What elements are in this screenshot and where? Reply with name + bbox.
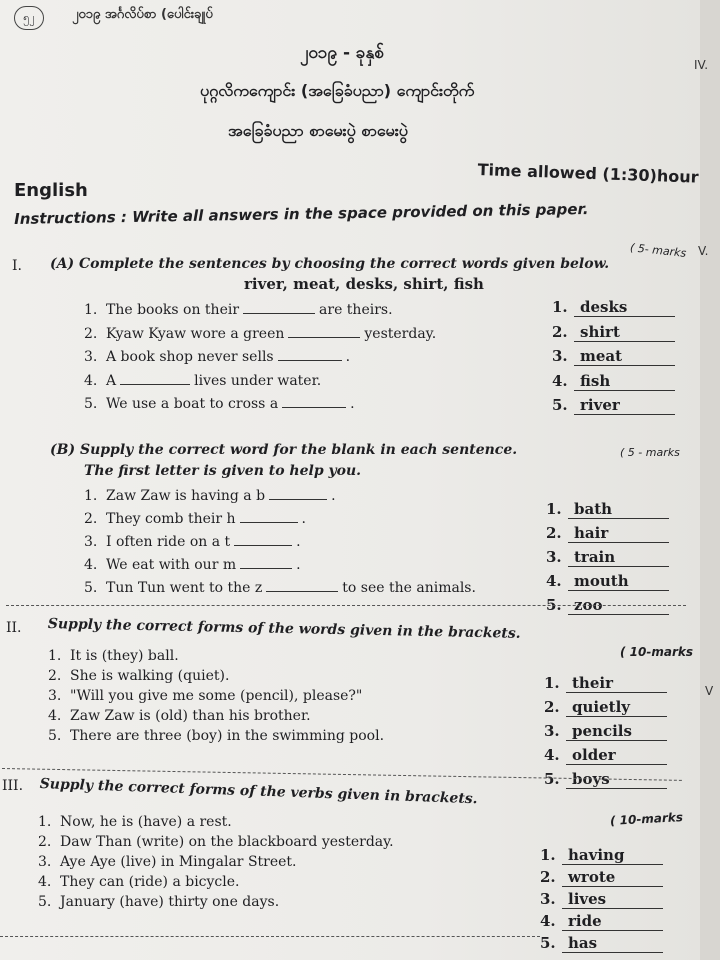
handwritten-answer: has — [562, 934, 663, 953]
answer-row — [546, 500, 669, 519]
question-text: Daw Than (write) on the blackboard yesterday. — [60, 833, 394, 850]
word-bank: river, meat, desks, shirt, fish — [244, 275, 484, 293]
handwritten-answer: mouth — [568, 572, 669, 591]
section1a-marks: ( 5- marks — [629, 241, 687, 260]
question-text: are theirs. — [319, 302, 393, 318]
question-text: A book shop never sells — [106, 349, 274, 365]
question-text: Kyaw Kyaw wore a green — [106, 325, 285, 342]
margin-note-iv: IV. — [694, 58, 709, 72]
section2-marks: ( 10-marks — [620, 645, 693, 659]
question-row — [38, 834, 394, 850]
question-text: January (have) thirty one days. — [60, 893, 280, 910]
handwritten-answer: older — [566, 746, 667, 765]
question-text: She is walking (quiet). — [70, 668, 230, 685]
answer-row — [544, 674, 667, 693]
question-text: . — [296, 557, 301, 573]
question-text: I often ride on a t — [106, 534, 231, 550]
question-text: "Will you give me some (pencil), please?" — [70, 688, 363, 705]
question-row — [84, 349, 350, 365]
handwritten-answer: their — [566, 674, 667, 693]
question-number: 5. — [84, 396, 98, 412]
question-text: . — [345, 349, 351, 365]
section-divider — [0, 936, 540, 937]
question-number: 1. — [84, 302, 98, 318]
question-number: 3. — [84, 534, 98, 550]
question-text: . — [296, 534, 301, 550]
section1b-heading: (B) Supply the correct word for the blank in each sentence. — [50, 442, 518, 458]
question-number: 1. — [84, 488, 98, 504]
handwritten-answer: ride — [562, 912, 663, 931]
answer-row — [544, 746, 667, 765]
question-number: 5. — [48, 728, 62, 745]
handwritten-answer: desks — [574, 298, 675, 317]
section1a-heading: (A) Complete the sentences by choosing the correct words given below. — [50, 256, 610, 272]
question-row — [48, 668, 229, 684]
answer-number: 2. — [552, 322, 568, 341]
question-text: They comb their h — [106, 511, 236, 527]
question-number: 4. — [84, 372, 98, 389]
question-text: It is (they) ball. — [70, 648, 179, 664]
question-text: Tun Tun went to the z — [106, 580, 263, 596]
question-text: The books on their — [106, 302, 240, 318]
answer-row — [552, 396, 675, 415]
question-number: 3. — [84, 349, 98, 365]
question-text: Now, he is (have) a rest. — [60, 814, 232, 830]
answer-row — [540, 846, 663, 865]
question-number: 4. — [84, 557, 98, 573]
answer-number: 3. — [544, 722, 560, 740]
question-row — [48, 728, 384, 744]
school-line: ပုဂ္ဂလိကကျောင်း (အခြေခံပညာ) ကျောင်းတိုက် — [200, 81, 475, 100]
question-text: to see the animals. — [342, 580, 476, 596]
handwritten-answer: quietly — [566, 698, 667, 717]
question-row — [84, 580, 476, 596]
question-text: lives under water. — [194, 372, 322, 389]
answer-number: 2. — [544, 698, 560, 716]
question-text: . — [331, 488, 336, 504]
answer-number: 2. — [546, 524, 562, 542]
answer-blank — [240, 522, 298, 523]
question-row — [38, 894, 279, 910]
question-row — [38, 874, 239, 890]
question-text: yesterday. — [364, 325, 437, 342]
time-allowed: Time allowed (1:30)hour — [477, 160, 699, 187]
page-number: ၅၂ — [23, 11, 35, 24]
answer-number: 3. — [546, 548, 562, 566]
question-row — [48, 708, 311, 724]
question-number: 4. — [48, 708, 62, 725]
answer-row — [544, 722, 667, 741]
question-number: 1. — [38, 814, 52, 830]
handwritten-answer: pencils — [566, 722, 667, 741]
answer-row — [546, 572, 669, 591]
answer-number: 3. — [552, 347, 568, 365]
question-row — [84, 557, 301, 573]
question-number: 2. — [38, 833, 52, 850]
question-row — [38, 814, 232, 830]
answer-blank — [288, 337, 360, 338]
question-row — [48, 648, 179, 664]
page-number-badge — [14, 6, 44, 30]
question-number: 2. — [84, 325, 98, 342]
answer-number: 4. — [540, 912, 556, 930]
answer-blank — [240, 568, 292, 569]
question-text: . — [301, 511, 306, 527]
question-text: Zaw Zaw is (old) than his brother. — [70, 708, 311, 725]
year-line: ၂၀၁၉ - ခုနှစ် — [300, 43, 384, 63]
handwritten-answer: boys — [566, 770, 667, 789]
handwritten-answer: train — [568, 548, 669, 567]
answer-blank — [266, 591, 338, 592]
answer-number: 4. — [552, 371, 568, 390]
question-number: 5. — [84, 580, 98, 596]
question-row — [84, 326, 436, 342]
answer-blank — [234, 545, 292, 546]
margin-note-v-2: V — [705, 684, 714, 698]
question-row — [84, 302, 393, 318]
question-text: . — [350, 396, 355, 412]
answer-row — [552, 347, 675, 366]
answer-row — [552, 323, 675, 342]
question-row — [84, 534, 301, 550]
handwritten-answer: zoo — [568, 596, 669, 615]
answer-row — [540, 868, 663, 887]
question-row — [84, 373, 321, 389]
question-text: Zaw Zaw is having a b — [106, 488, 266, 504]
question-row — [84, 488, 336, 504]
section1b-subheading: The first letter is given to help you. — [84, 463, 362, 479]
handwritten-answer: lives — [562, 890, 663, 909]
answer-number: 3. — [540, 890, 556, 908]
answer-number: 1. — [544, 674, 560, 692]
handwritten-answer: meat — [574, 347, 675, 366]
question-text: We eat with our m — [106, 557, 237, 573]
question-text: Aye Aye (live) in Mingalar Street. — [60, 853, 297, 870]
question-number: 3. — [38, 853, 52, 870]
exam-line: အခြေခံပညာ စာမေးပွဲ စာမေးပွဲ — [228, 121, 408, 140]
handwritten-answer: river — [574, 396, 675, 415]
answer-number: 1. — [540, 846, 556, 864]
handwritten-answer: fish — [574, 372, 675, 391]
handwritten-answer: wrote — [562, 868, 663, 887]
subject-title: English — [14, 180, 88, 201]
section2-heading: Supply the correct forms of the words given in the brackets. — [47, 616, 521, 642]
question-row — [84, 396, 355, 412]
facing-page-edge — [700, 0, 720, 960]
answer-number: 5. — [540, 934, 556, 952]
answer-row — [552, 298, 675, 317]
question-text: We use a boat to cross a — [106, 396, 279, 412]
question-number: 4. — [38, 873, 52, 890]
answer-blank — [120, 384, 190, 385]
question-number: 3. — [48, 688, 62, 705]
answer-row — [540, 934, 663, 953]
answer-row — [546, 524, 669, 543]
handwritten-answer: bath — [568, 500, 669, 519]
question-number: 2. — [84, 511, 98, 527]
section1b-marks: ( 5 - marks — [620, 446, 680, 459]
instructions: Instructions : Write all answers in the space provided on this paper. — [14, 199, 589, 228]
answer-number: 1. — [552, 298, 568, 316]
answer-number: 4. — [544, 746, 560, 764]
margin-note-v-1: V. — [698, 244, 709, 258]
answer-row — [540, 890, 663, 909]
answer-number: 2. — [540, 868, 556, 886]
section1-roman: I. — [12, 258, 22, 274]
answer-row — [552, 372, 675, 391]
question-row — [84, 511, 306, 527]
answer-row — [546, 548, 669, 567]
answer-number: 5. — [552, 396, 568, 414]
section2-roman: II. — [6, 620, 22, 636]
handwritten-answer: hair — [568, 524, 669, 543]
question-number: 5. — [38, 893, 52, 910]
question-text: They can (ride) a bicycle. — [60, 873, 240, 890]
handwritten-answer: shirt — [574, 323, 675, 342]
answer-blank — [269, 499, 327, 500]
question-number: 1. — [48, 648, 62, 664]
answer-number: 5. — [546, 596, 562, 614]
answer-blank — [243, 313, 315, 314]
answer-row — [540, 912, 663, 931]
section3-roman: III. — [2, 778, 24, 794]
section3-marks: ( 10-marks — [609, 810, 684, 828]
page-header-text: ၂၀၁၉ အင်္ဂလိပ်စာ (ပေါင်းချုပ် — [72, 7, 213, 22]
answer-row — [544, 698, 667, 717]
answer-number: 5. — [544, 770, 560, 788]
answer-number: 4. — [546, 572, 562, 590]
section3-heading: Supply the correct forms of the verbs given in brackets. — [39, 776, 478, 808]
question-row — [38, 854, 297, 870]
answer-blank — [278, 360, 342, 361]
question-number: 2. — [48, 668, 62, 685]
handwritten-answer: having — [562, 846, 663, 865]
question-text: A — [106, 372, 117, 389]
section-divider — [6, 605, 686, 606]
answer-blank — [282, 407, 346, 408]
question-text: There are three (boy) in the swimming pool. — [70, 728, 385, 745]
answer-number: 1. — [546, 500, 562, 518]
question-row — [48, 688, 362, 704]
